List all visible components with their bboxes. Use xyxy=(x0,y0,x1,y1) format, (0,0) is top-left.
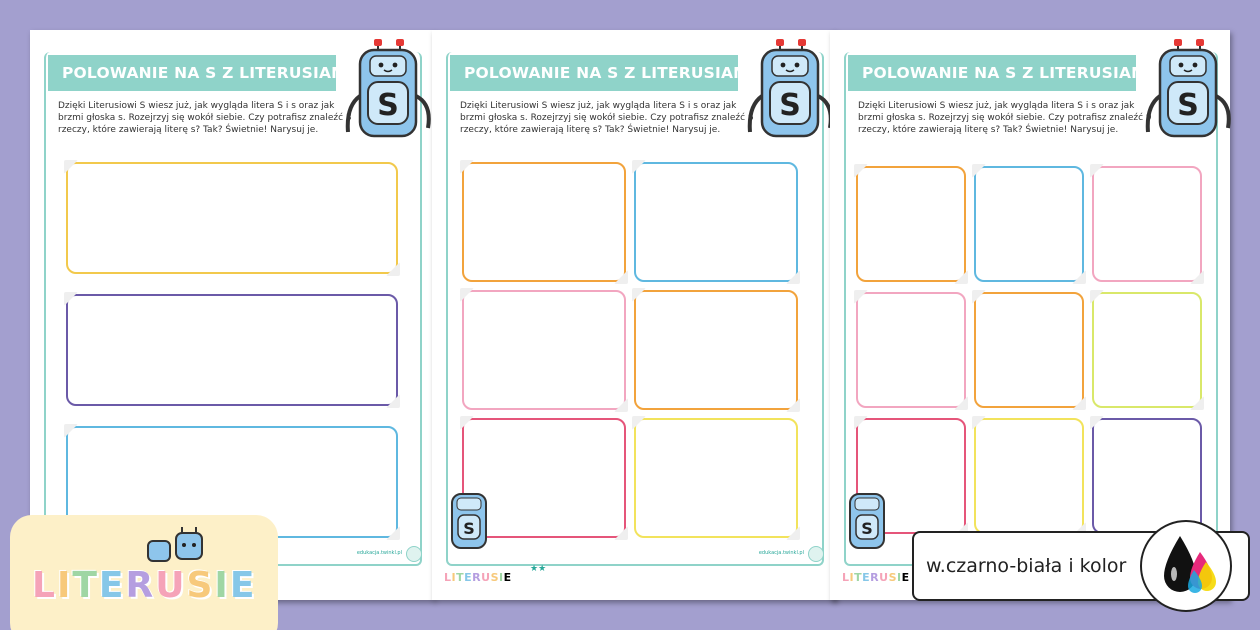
footer-url: edukacja.twinkl.pl xyxy=(356,550,402,556)
robot-s-mascot-icon xyxy=(340,36,436,146)
literusie-mini-logo: LITERUSIE xyxy=(444,571,512,584)
drawing-box[interactable] xyxy=(634,162,798,282)
drawing-box[interactable] xyxy=(634,418,798,538)
robot-s-small-icon xyxy=(442,488,496,556)
drawing-box[interactable] xyxy=(66,162,398,274)
robot-letter: S xyxy=(779,88,801,123)
worksheet-intro: Dzięki Literusiowi S wiesz już, jak wygląda litera S i s oraz jak brzmi głoska s. Rozejrzyj się wokół siebie. Czy potrafisz znaleźć 9 rzeczy, które zawierają literę s? Tak? Świetnie! Narysuj je. xyxy=(858,101,1152,135)
drawing-box[interactable] xyxy=(856,166,966,282)
drawing-box[interactable] xyxy=(974,418,1084,534)
drawing-box[interactable] xyxy=(1092,166,1202,282)
twinkl-badge-icon xyxy=(406,546,422,562)
drawing-box[interactable] xyxy=(462,290,626,410)
twinkl-badge-icon xyxy=(808,546,824,562)
drawing-box[interactable] xyxy=(66,294,398,406)
worksheet-6-items[interactable] xyxy=(432,30,836,600)
worksheet-title: POLOWANIE NA S Z LITERUSIAMI xyxy=(48,55,336,91)
robot-letter: S xyxy=(377,88,399,123)
robot-s-mascot-icon xyxy=(742,36,838,146)
footer-url: edukacja.twinkl.pl xyxy=(758,550,804,556)
literusie-mini-logo: LITERUSIE xyxy=(842,571,910,584)
drawing-box[interactable] xyxy=(974,166,1084,282)
robot-s-small-icon xyxy=(840,488,894,556)
drawing-box[interactable] xyxy=(1092,418,1202,534)
drawing-box[interactable] xyxy=(856,292,966,408)
literusie-logo: L I T E R U S I E xyxy=(32,565,255,606)
drawing-box[interactable] xyxy=(1092,292,1202,408)
ink-drops-icon xyxy=(1140,520,1232,612)
worksheet-intro: Dzięki Literusiowi S wiesz już, jak wygląda litera S i s oraz jak brzmi głoska s. Rozejrzyj się wokół siebie. Czy potrafisz znaleźć 3 rzeczy, które zawierają literę s? Tak? Świetnie! Narysuj je. xyxy=(58,101,352,135)
svg-text:S: S xyxy=(861,519,873,538)
svg-text:S: S xyxy=(463,519,475,538)
robot-letter: S xyxy=(1177,88,1199,123)
worksheet-9-items[interactable] xyxy=(830,30,1230,600)
drawing-box[interactable] xyxy=(462,162,626,282)
drawing-box[interactable] xyxy=(634,290,798,410)
difficulty-stars: ★★ xyxy=(530,564,547,574)
worksheet-title: POLOWANIE NA S Z LITERUSIAMI xyxy=(450,55,738,91)
drawing-box[interactable] xyxy=(974,292,1084,408)
worksheet-title: POLOWANIE NA S Z LITERUSIAMI xyxy=(848,55,1136,91)
robot-s-mascot-icon xyxy=(1140,36,1236,146)
color-mode-label: w.czarno-biała i kolor xyxy=(926,555,1127,577)
literusie-logo-card xyxy=(10,515,278,630)
worksheet-intro: Dzięki Literusiowi S wiesz już, jak wygląda litera S i s oraz jak brzmi głoska s. Rozejrzyj się wokół siebie. Czy potrafisz znaleźć 6 rzeczy, które zawierają literę s? Tak? Świetnie! Narysuj je. xyxy=(460,101,754,135)
